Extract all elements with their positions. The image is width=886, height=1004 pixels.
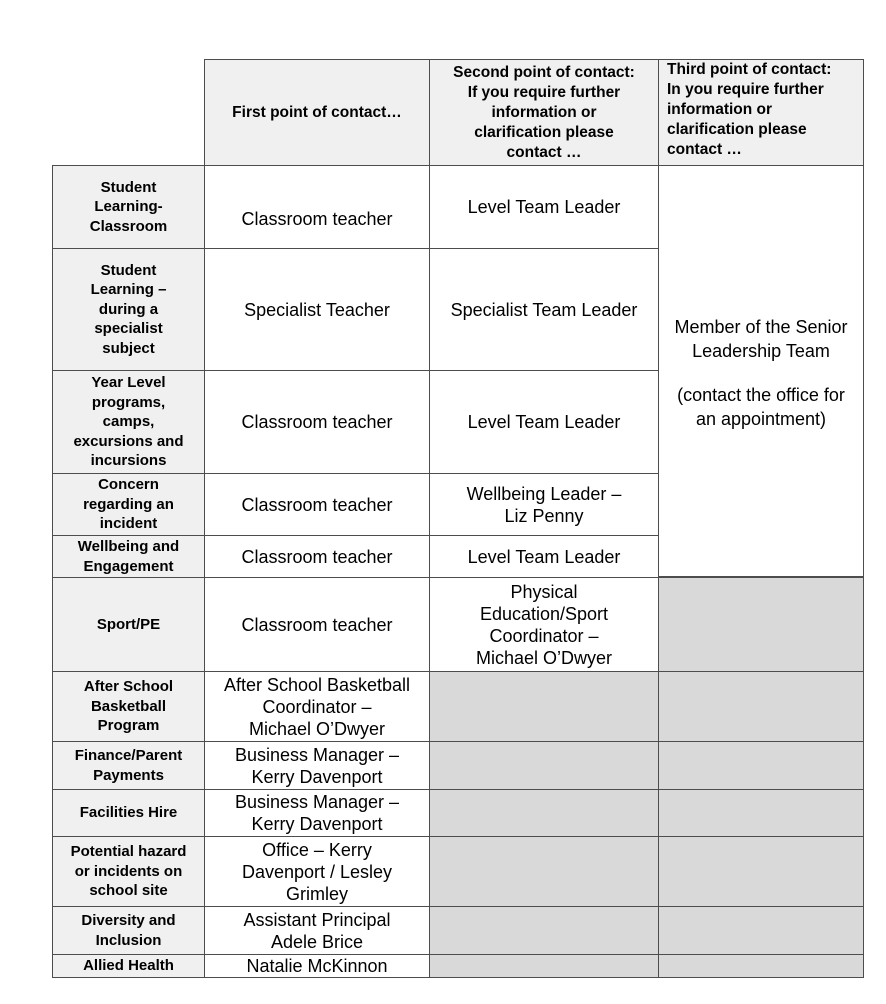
row-label: After School Basketball Program — [52, 671, 205, 742]
first-contact-cell: Classroom teacher — [204, 535, 430, 578]
first-contact-cell: Classroom teacher — [204, 370, 430, 474]
header-third-line: clarification please — [667, 121, 807, 138]
first-contact-cell: Classroom teacher — [204, 165, 430, 249]
row-label: Facilities Hire — [52, 789, 205, 837]
row-label: Student Learning – during a specialist subject — [52, 248, 205, 371]
senior-team-line: Member of the Senior — [674, 317, 848, 337]
row-label: Wellbeing and Engagement — [52, 535, 205, 578]
row-label: Student Learning- Classroom — [52, 165, 205, 249]
third-contact-merged-cell — [658, 165, 864, 577]
empty-shaded-cell — [429, 741, 659, 790]
header-second-line: contact … — [506, 143, 582, 161]
second-contact-cell: Level Team Leader — [429, 370, 659, 474]
empty-shaded-cell — [429, 671, 659, 742]
header-first-label: First point of contact… — [232, 103, 402, 121]
row-label: Allied Health — [52, 954, 205, 978]
header-third-line: In you require further — [667, 81, 824, 98]
second-contact-cell: Level Team Leader — [429, 165, 659, 249]
first-contact-cell: Natalie McKinnon — [204, 954, 430, 978]
second-contact-cell: Specialist Team Leader — [429, 248, 659, 371]
first-contact-cell: Business Manager – Kerry Davenport — [204, 789, 430, 837]
empty-shaded-cell — [429, 906, 659, 955]
second-contact-cell: Physical Education/Sport Coordinator – Michael O’Dwyer — [429, 577, 659, 672]
empty-shaded-cell — [429, 789, 659, 837]
empty-shaded-cell — [658, 836, 864, 907]
row-label: Sport/PE — [52, 577, 205, 672]
first-contact-cell: Business Manager – Kerry Davenport — [204, 741, 430, 790]
empty-shaded-cell — [658, 671, 864, 742]
empty-shaded-cell — [658, 741, 864, 790]
header-third-line: Third point of contact: — [667, 61, 832, 78]
row-label: Finance/Parent Payments — [52, 741, 205, 790]
header-second-line: If you require further — [467, 83, 621, 101]
row-label: Year Level programs, camps, excursions and incursions — [52, 370, 205, 474]
header-third-line: contact … — [667, 141, 742, 158]
first-contact-cell: Classroom teacher — [204, 473, 430, 536]
row-label: Concern regarding an incident — [52, 473, 205, 536]
first-contact-cell: After School Basketball Coordinator – Michael O’Dwyer — [204, 671, 430, 742]
empty-shaded-cell — [658, 954, 864, 978]
office-note-line: (contact the office for — [677, 385, 845, 405]
first-contact-cell: Assistant Principal Adele Brice — [204, 906, 430, 955]
header-second-line: clarification please — [474, 123, 614, 141]
row-label: Diversity and Inclusion — [52, 906, 205, 955]
header-second-contact — [429, 59, 659, 166]
empty-shaded-cell — [658, 906, 864, 955]
first-contact-cell: Classroom teacher — [204, 577, 430, 672]
empty-shaded-cell — [658, 577, 864, 672]
empty-shaded-cell — [658, 789, 864, 837]
office-note-line: an appointment) — [695, 409, 827, 429]
header-second-line: information or — [491, 103, 597, 121]
header-first-contact — [204, 59, 430, 166]
empty-shaded-cell — [429, 954, 659, 978]
first-contact-cell: Office – Kerry Davenport / Lesley Grimley — [204, 836, 430, 907]
header-third-line: information or — [667, 101, 773, 118]
second-contact-cell: Wellbeing Leader – Liz Penny — [429, 473, 659, 536]
header-second-line: Second point of contact: — [453, 63, 635, 81]
second-contact-cell: Level Team Leader — [429, 535, 659, 578]
first-contact-cell: Specialist Teacher — [204, 248, 430, 371]
senior-team-line: Leadership Team — [692, 341, 830, 361]
row-label: Potential hazard or incidents on school site — [52, 836, 205, 907]
header-third-contact — [658, 59, 864, 166]
empty-shaded-cell — [429, 836, 659, 907]
